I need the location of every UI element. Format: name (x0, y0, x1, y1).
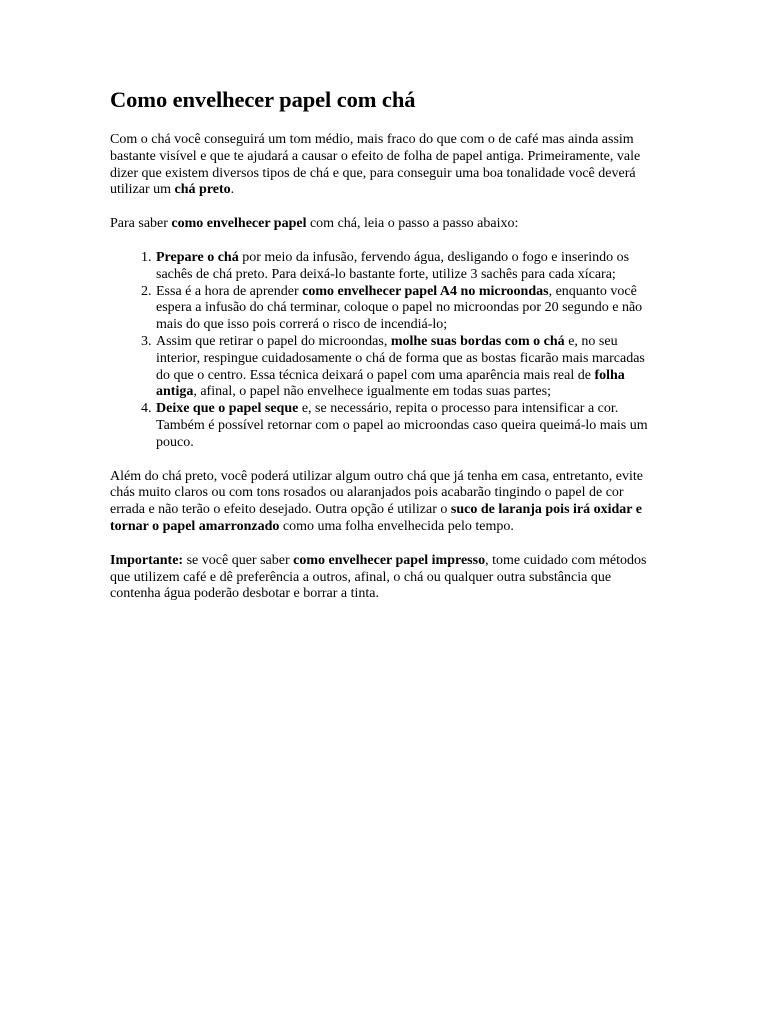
intro-text-2: . (230, 182, 235, 198)
alternatives-text-2: como uma folha envelhecida pelo tempo. (279, 518, 514, 534)
step-item-3 (155, 334, 658, 401)
step-item-4 (155, 401, 658, 451)
lead-bold: como envelhecer papel (171, 216, 307, 232)
alternatives-text-1: Além do chá preto, você poderá utilizar algum outro chá que já tenha em casa, entretanto, evite chás muito claros ou com tons rosados ou alaranjados pois acabarão tingindo o papel de cor errada e não terão o efeito desejado. Outra opção é utilizar o (110, 468, 643, 518)
page-title: Como envelhecer papel com chá (110, 87, 416, 112)
step-item-2 (155, 284, 658, 334)
important-text-1: se você quer saber (183, 552, 294, 568)
important-bold: como envelhecer papel impresso (293, 552, 486, 568)
alternatives-bold: suco de laranja pois irá oxidar e tornar o papel amarronzado (110, 502, 642, 534)
step-1-bold: Prepare o chá (156, 249, 239, 265)
step-3-text-end: , afinal, o papel não envelhece igualmente em todas suas partes; (193, 384, 551, 400)
step-2-text-start: Essa é a hora de aprender (156, 283, 303, 299)
steps-list (110, 250, 658, 452)
step-3-text-start: Assim que retirar o papel do microondas, (156, 333, 391, 349)
lead-paragraph (110, 216, 658, 233)
step-4-bold: Deixe que o papel seque (156, 401, 299, 417)
step-3-text-mid: e, no seu interior, respingue cuidadosamente o chá de forma que as bostas ficarão mais marcadas do que o centro. Essa técnica deixará o papel com uma aparência mais real de (156, 333, 645, 383)
alternatives-paragraph (110, 469, 658, 536)
step-2-text: , enquanto você espera a infusão do chá terminar, coloque o papel no microondas por 20 segundo e não mais do que isso pois correrá o risco de incendiá-lo; (156, 283, 643, 333)
lead-text-2: com chá, leia o passo a passo abaixo: (306, 216, 519, 232)
step-3-bold-2: folha antiga (156, 367, 625, 400)
intro-text-1: Com o chá você conseguirá um tom médio, mais fraco do que com o de café mas ainda assim bastante visível e que te ajudará a causar o efeito de folha de papel antiga. Primeiramente, vale dizer que existem diversos tipos de chá e que, para conseguir uma boa tonalidade você deverá utilizar um (110, 132, 641, 198)
step-1-text: por meio da infusão, fervendo água, desligando o fogo e inserindo os sachês de chá preto. Para deixá-lo bastante forte, utilize 3 sachês para cada xícara; (156, 249, 630, 282)
intro-paragraph (110, 132, 658, 199)
lead-text-1: Para saber (110, 216, 172, 232)
step-3-bold: molhe suas bordas com o chá (390, 333, 565, 349)
important-label: Importante: (110, 552, 184, 568)
step-item-1 (155, 250, 658, 284)
intro-bold-cha-preto: chá preto (174, 182, 231, 198)
document-content (110, 86, 658, 620)
step-4-text: e, se necessário, repita o processo para intensificar a cor. Também é possível retornar com o papel ao microondas caso queira queimá-lo mais um pouco. (156, 401, 648, 450)
step-2-bold: como envelhecer papel A4 no microondas (302, 283, 549, 299)
important-text-2: , tome cuidado com métodos que utilizem café e dê preferência a outros, afinal, o chá ou qualquer outra substância que contenha água poderão desbotar e borrar a tinta. (110, 552, 647, 602)
important-paragraph (110, 553, 658, 603)
